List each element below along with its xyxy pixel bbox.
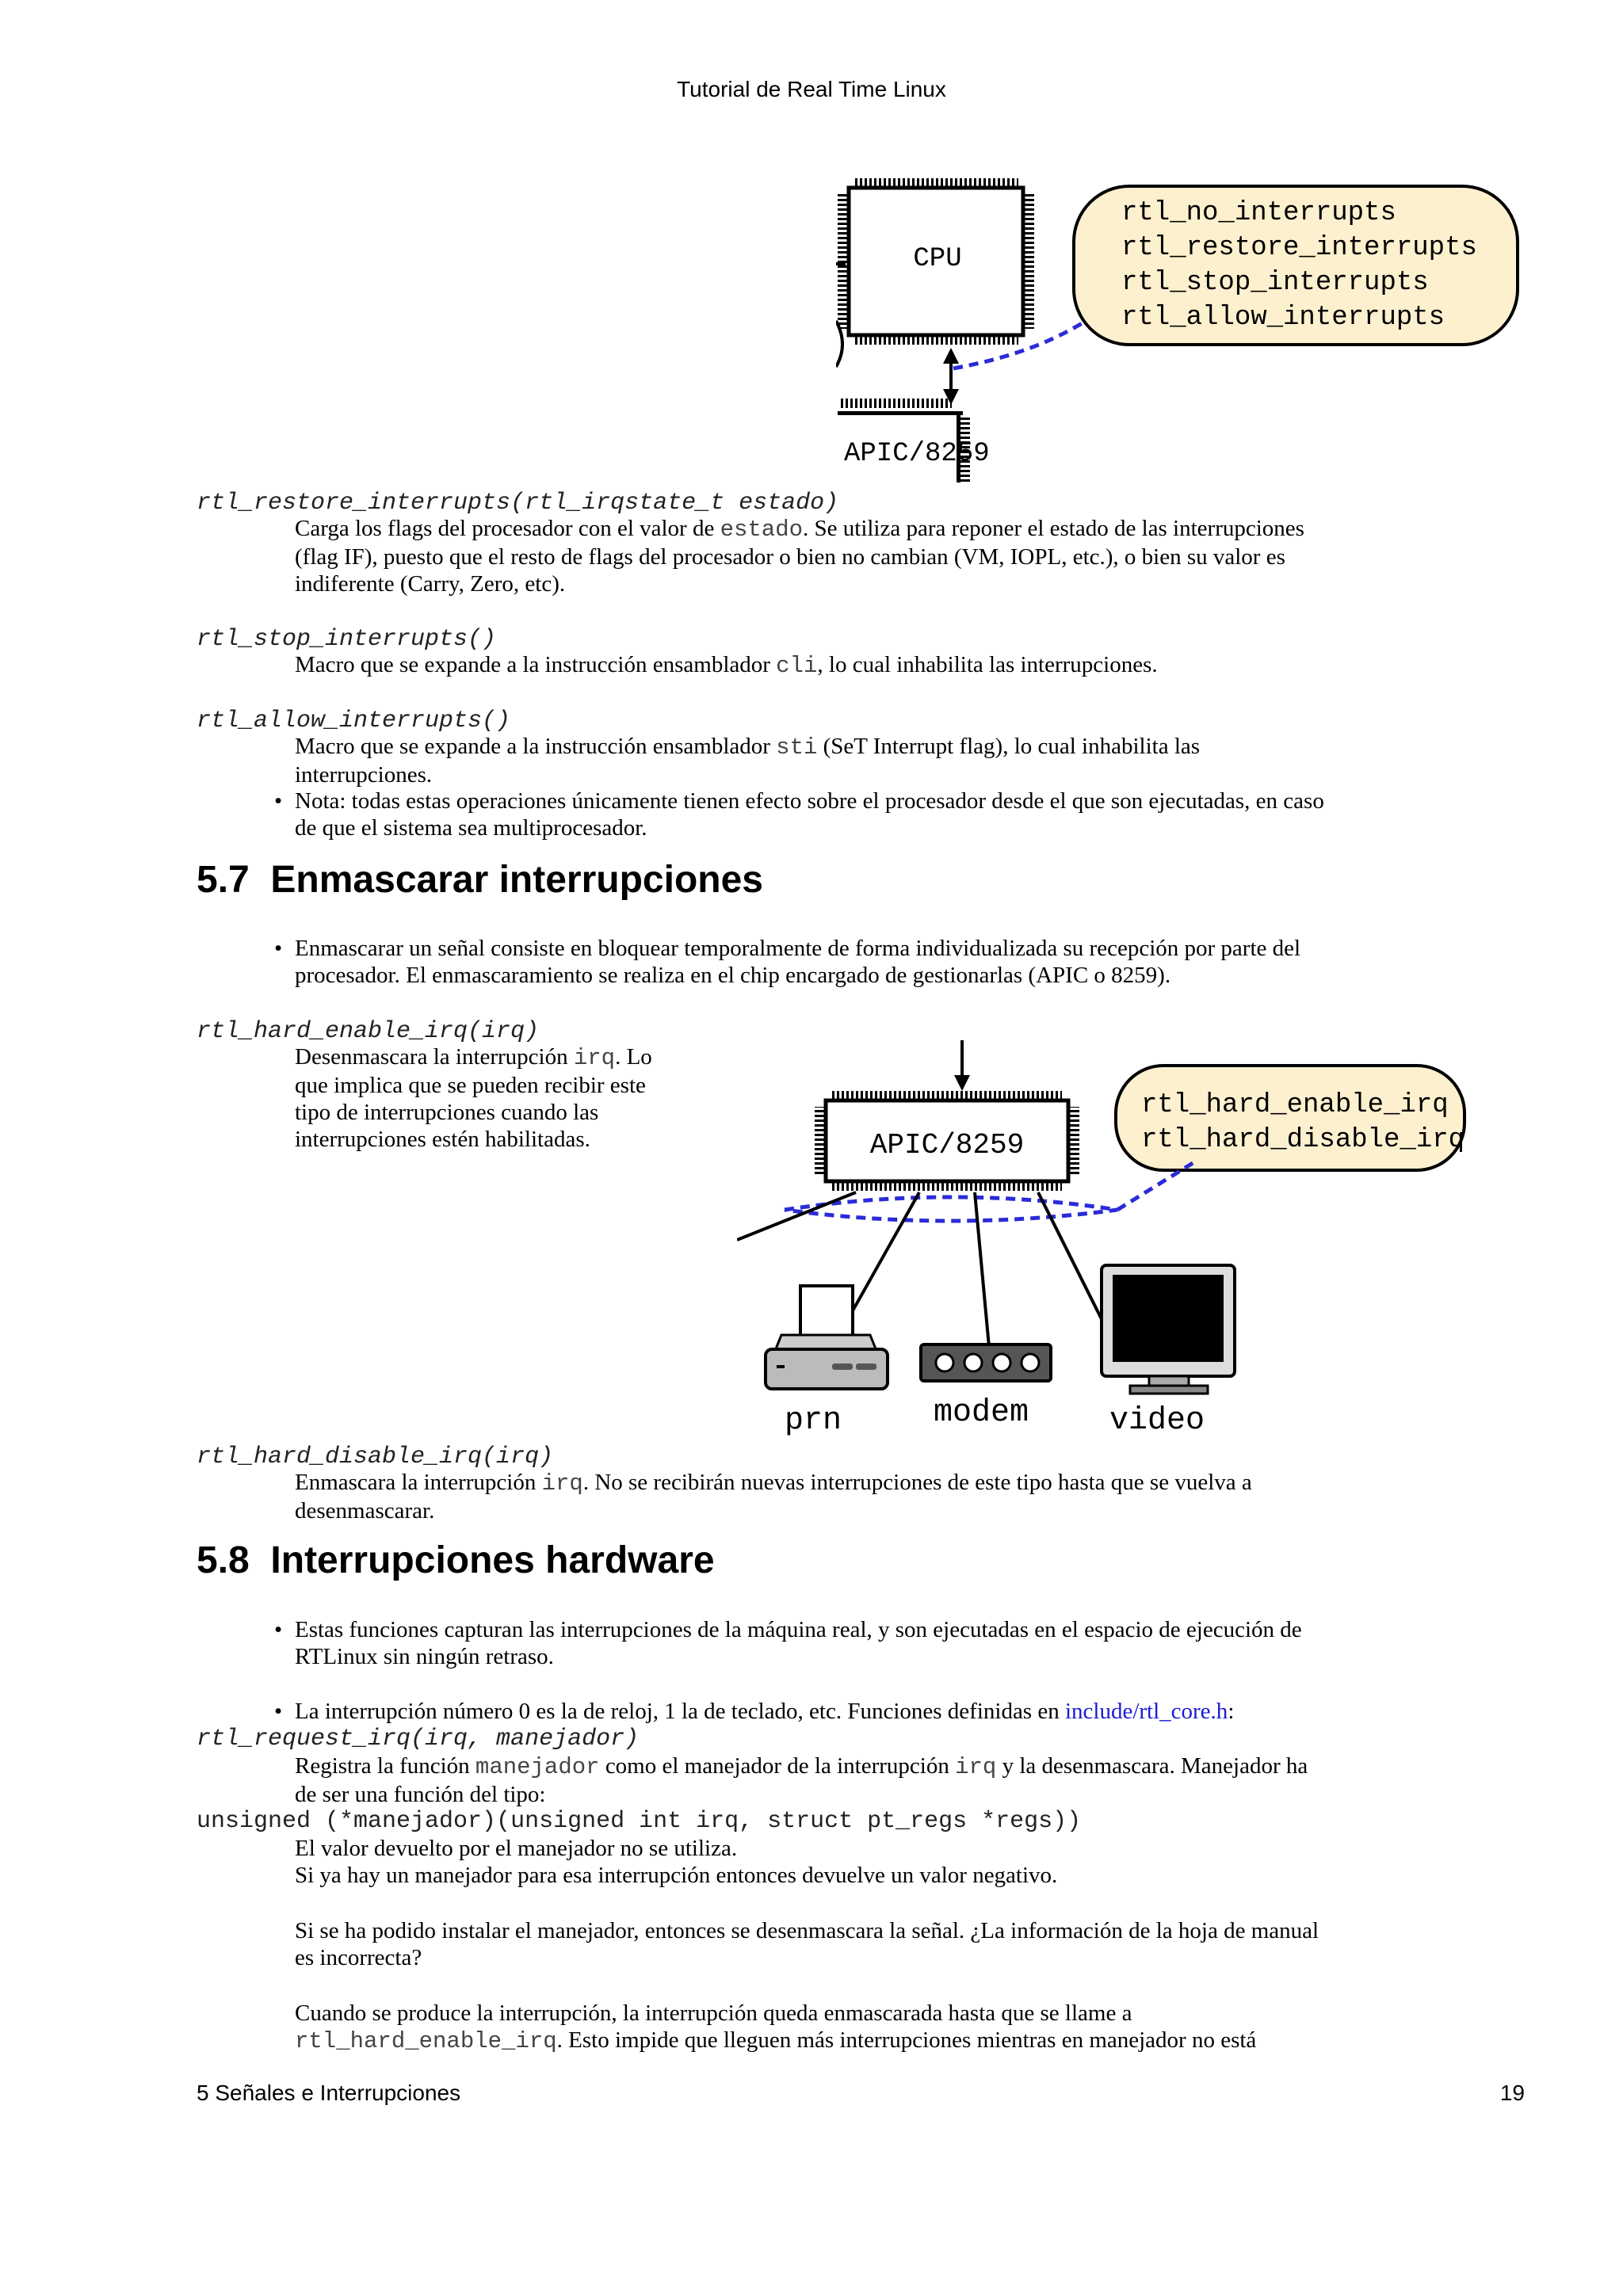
page-header: Tutorial de Real Time Linux — [677, 77, 946, 101]
function-signature: rtl_stop_interrupts() — [197, 626, 497, 653]
bubble-line: rtl_allow_interrupts — [1121, 303, 1445, 333]
section-heading: 5.7 Enmascarar interrupciones — [197, 859, 763, 901]
function-description: Carga los flags del procesador con el valor de estado. Se utiliza para reponer el estado de las interrupciones (flag IF), puesto que el resto de flags del procesador o bien no cambian (VM, IOPL, etc.), o bien su valor es indiferente (Carry, Zero, etc). — [295, 516, 1304, 597]
device-label: modem — [934, 1395, 1029, 1431]
page-number: 19 — [1499, 2081, 1525, 2105]
function-description: Macro que se expande a la instrucción ensamblador cli, lo cual inhabilita las interrupciones. — [295, 652, 1158, 679]
inline-code: irq — [541, 1470, 583, 1497]
inline-code: estado — [720, 517, 804, 543]
paragraph: Cuando se produce la interrupción, la interrupción queda enmascarada hasta que se llame a rtl_hard_enable_irq. Esto impide que lleguen más interrupciones mientras en manejador no está — [295, 2000, 1257, 2054]
function-description: Macro que se expande a la instrucción ensamblador sti (SeT Interrupt flag), lo cual inhabilita las interrupciones. — [295, 734, 1201, 788]
list-item: • Estas funciones capturan las interrupciones de la máquina real, y son ejecutadas en el espacio de ejecución de RTLinux sin ningún retraso. — [274, 1617, 1302, 1669]
list-item: • La interrupción número 0 es la de reloj, 1 la de teclado, etc. Funciones definidas en include/rtl_core.h: — [274, 1699, 1235, 1724]
function-signature: rtl_restore_interrupts(rtl_irqstate_t estado) — [197, 490, 839, 517]
bubble-line: rtl_no_interrupts — [1121, 198, 1396, 228]
function-signature: rtl_allow_interrupts() — [197, 707, 511, 734]
device-label: video — [1109, 1403, 1205, 1439]
printer-icon — [766, 1286, 888, 1389]
function-description: Enmascara la interrupción irq. No se recibirán nuevas interrupciones de este tipo hasta que se vuelva a desenmascarar. — [295, 1470, 1252, 1524]
apic-label: APIC/8259 — [869, 1129, 1025, 1161]
paragraph: Si se ha podido instalar el manejador, entonces se desenmascara la señal. ¿La información de la hoja de manual es incorrecta? — [295, 1918, 1319, 1970]
cpu-label: CPU — [913, 244, 962, 274]
device-label: prn — [785, 1403, 842, 1439]
inline-code: irq — [573, 1045, 616, 1071]
monitor-icon — [1102, 1265, 1235, 1394]
inline-code: irq — [955, 1754, 997, 1780]
function-signature: rtl_request_irq(irq, manejador) — [197, 1726, 640, 1753]
function-description: Registra la función manejador como el manejador de la interrupción irq y la desenmascara. Manejador ha de ser una función del tipo: — [295, 1753, 1308, 1807]
inline-code: sti — [776, 734, 818, 761]
apic-devices-figure — [737, 1034, 1529, 1446]
list-item: • Enmascarar un señal consiste en bloquear temporalmente de forma individualizada su recepción por parte del procesador. El enmascaramiento se realiza en el chip encargado de gestionarlas (APIC o 8259). — [274, 936, 1301, 988]
function-description: El valor devuelto por el manejador no se utiliza. Si ya hay un manejador para esa interrupción entonces devuelve un valor negativo. — [295, 1836, 1058, 1888]
inline-code: rtl_hard_enable_irq — [295, 2028, 557, 2054]
footer-chapter: 5 Señales e Interrupciones — [197, 2081, 461, 2105]
bubble-line: rtl_hard_enable_irq — [1141, 1090, 1449, 1120]
inline-code: cli — [776, 653, 818, 679]
section-heading: 5.8 Interrupciones hardware — [197, 1539, 715, 1581]
inline-code: manejador — [475, 1754, 600, 1780]
apic-label: APIC/8259 — [844, 439, 990, 469]
modem-icon — [921, 1344, 1051, 1381]
cpu-apic-figure — [836, 170, 1526, 487]
function-signature: rtl_hard_disable_irq(irq) — [197, 1444, 554, 1470]
function-description: Desenmascara la interrupción irq. Lo que implica que se pueden recibir este tipo de interrupciones cuando las interrupciones estén habilitadas. — [295, 1044, 652, 1152]
function-signature: rtl_hard_enable_irq(irq) — [197, 1018, 540, 1045]
bubble-line: rtl_hard_disable_irq — [1141, 1125, 1465, 1155]
note-bullet: • Nota: todas estas operaciones únicamente tienen efecto sobre el procesador desde el que son ejecutadas, en caso de que el sistema sea multiprocesador. — [274, 788, 1324, 841]
bubble-line: rtl_stop_interrupts — [1121, 268, 1429, 298]
handler-prototype: unsigned (*manejador)(unsigned int irq, struct pt_regs *regs)) — [197, 1808, 1082, 1835]
header-file-link[interactable]: include/rtl_core.h — [1064, 1699, 1228, 1724]
bubble-line: rtl_restore_interrupts — [1121, 233, 1477, 263]
